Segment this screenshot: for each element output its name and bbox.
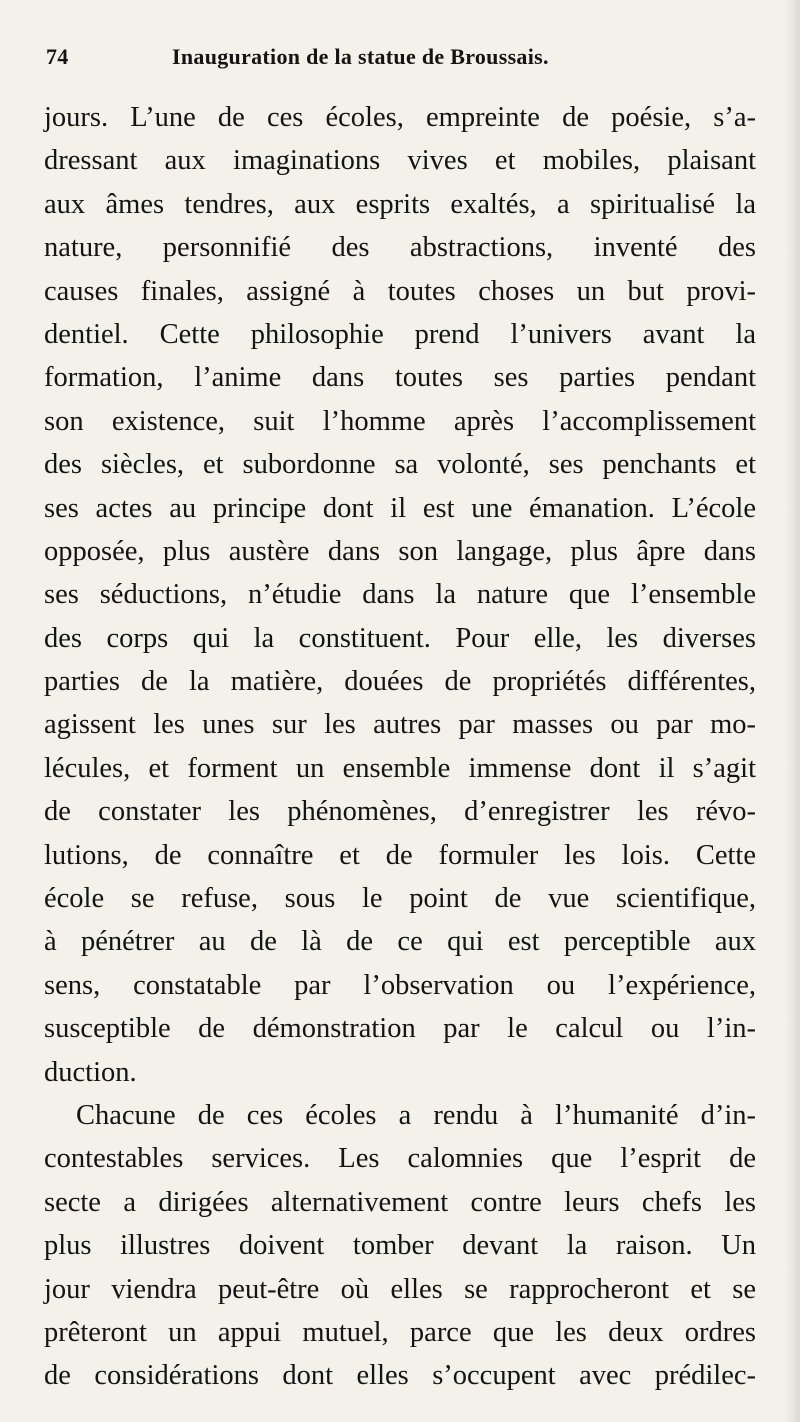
page-number: 74 xyxy=(46,44,69,69)
text-line: parties de la matière, douées de propriétés différentes, xyxy=(44,666,756,698)
text-line: sens, constatable par l’observation ou l’expérience, xyxy=(44,969,756,1001)
text-line: causes finales, assigné à toutes choses un but provi- xyxy=(44,275,756,307)
text-line: lécules, et forment un ensemble immense dont il s’agit xyxy=(44,752,756,784)
text-line: opposée, plus austère dans son langage, plus âpre dans xyxy=(44,535,756,567)
text-line: de considérations dont elles s’occupent avec prédilec- xyxy=(44,1360,756,1392)
text-line: des corps qui la constituent. Pour elle, les diverses xyxy=(44,622,756,654)
text-line: prêteront un appui mutuel, parce que les deux ordres xyxy=(44,1316,756,1348)
text-line: formation, l’anime dans toutes ses parties pendant xyxy=(44,362,756,394)
text-line: secte a dirigées alternativement contre leurs chefs les xyxy=(44,1186,756,1218)
body-text xyxy=(44,96,756,1398)
text-line: jour viendra peut-être où elles se rapprocheront et se xyxy=(44,1273,756,1305)
text-line: dentiel. Cette philosophie prend l’univers avant la xyxy=(44,318,756,350)
text-line: contestables services. Les calomnies que l’esprit de xyxy=(44,1143,756,1175)
text-line: plus illustres doivent tomber devant la raison. Un xyxy=(44,1230,756,1262)
text-line: dressant aux imaginations vives et mobiles, plaisant xyxy=(44,145,756,177)
text-line: lutions, de connaître et de formuler les lois. Cette xyxy=(44,839,756,871)
text-line: agissent les unes sur les autres par masses ou par mo- xyxy=(44,709,756,741)
text-line: nature, personnifié des abstractions, inventé des xyxy=(44,232,756,264)
text-line: son existence, suit l’homme après l’accomplissement xyxy=(44,405,756,437)
running-header xyxy=(44,44,756,78)
text-line: des siècles, et subordonne sa volonté, ses penchants et xyxy=(44,449,756,481)
text-line: de constater les phénomènes, d’enregistrer les révo- xyxy=(44,796,756,828)
text-line: jours. L’une de ces écoles, empreinte de poésie, s’a- xyxy=(44,102,756,133)
text-line: ses séductions, n’étudie dans la nature que l’ensemble xyxy=(44,579,756,611)
text-line: Chacune de ces écoles a rendu à l’humanité d’in- xyxy=(76,1099,756,1131)
text-line: susceptible de démonstration par le calcul ou l’in- xyxy=(44,1013,756,1045)
text-line: école se refuse, sous le point de vue scientifique, xyxy=(44,883,756,915)
text-line: duction. xyxy=(44,1056,137,1088)
text-line: aux âmes tendres, aux esprits exaltés, a spiritualisé la xyxy=(44,188,756,220)
page-edge-shadow xyxy=(786,0,800,1422)
text-line: ses actes au principe dont il est une émanation. L’école xyxy=(44,492,756,524)
running-title: Inauguration de la statue de Broussais. xyxy=(172,44,549,69)
text-line: à pénétrer au de là de ce qui est perceptible aux xyxy=(44,926,756,958)
